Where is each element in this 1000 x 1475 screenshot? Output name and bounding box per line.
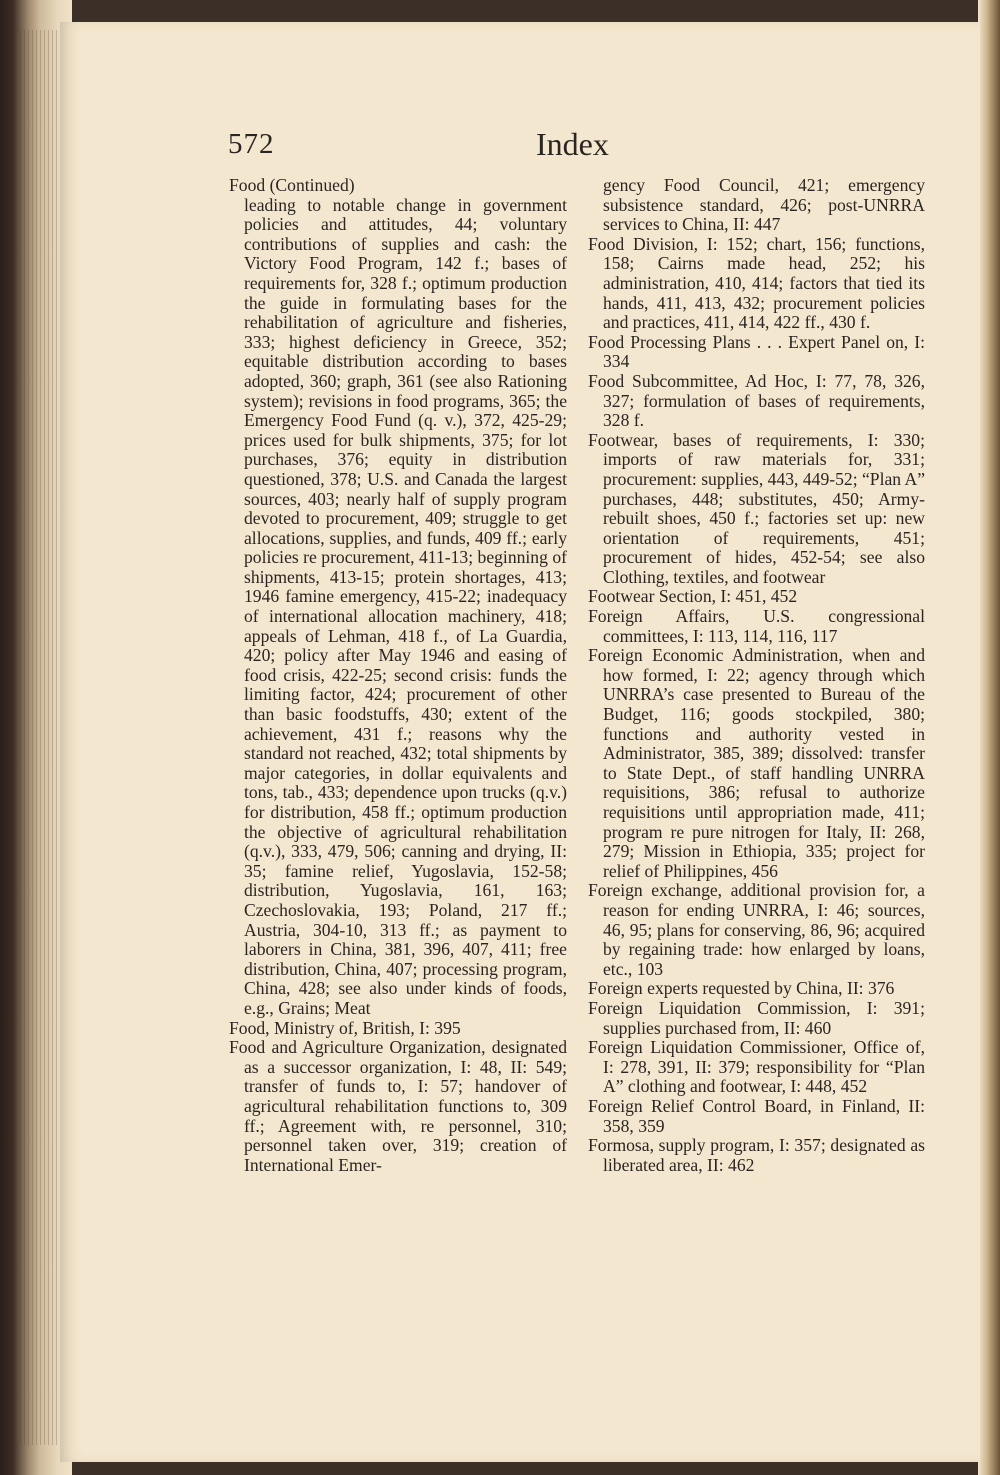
index-entry: Foreign experts requested by China, II: 376 bbox=[588, 978, 895, 999]
index-heading: Food (Continued) bbox=[229, 175, 355, 195]
book-right-edge bbox=[978, 0, 1000, 1475]
index-entry: Food, Ministry of, British, I: 395 bbox=[229, 1017, 461, 1038]
index-entry: Foreign Liquidation Commissioner, Office of, I: 278, 391, II: 379; responsibility for “Plan A” clothing and footwear, I: 448, 452 bbox=[588, 1037, 925, 1097]
page-title: Index bbox=[536, 126, 609, 162]
index-entry: Food Division, I: 152; chart, 156; functions, 158; Cairns made head, 252; his administration, 410, 414; factors that tied its hands, 411, 413, 432; procurement policies and practices, 411, 414, 422 ff., 430 f. bbox=[588, 233, 925, 333]
index-entry: Food and Agriculture Organization, designated as a successor organization, I: 48, II: 549; transfer of funds to, I: 57; handover of agricultural rehabilitation functions to, 309 ff.; Agreement with, re personnel, 310; personnel taken over, 319; creation of International Emer- bbox=[229, 1037, 567, 1175]
index-entry: Footwear, bases of requirements, I: 330; imports of raw materials for, 331; procurement: supplies, 443, 449-52; “Plan A” purchases, 448; substitutes, 450; Army-rebuilt shoes, 450 f.; factories set up: new orientation of requirements, 451; procurement of hides, 452-54; see also Clothing, textiles, and footwear bbox=[588, 429, 926, 587]
index-column-left bbox=[229, 176, 567, 1175]
index-entry: Footwear Section, I: 451, 452 bbox=[588, 586, 798, 607]
index-entry: Foreign exchange, additional provision for, a reason for ending UNRRA, I: 46; sources, 46, 95; plans for conserving, 86, 96; acquired by regaining trade: how enlarged by loans, etc., 103 bbox=[588, 880, 925, 979]
index-entry: Foreign Affairs, U.S. congressional committees, I: 113, 114, 116, 117 bbox=[588, 606, 925, 646]
index-entry: Food Processing Plans . . . Expert Panel on, I: 334 bbox=[588, 331, 925, 372]
index-entry: Formosa, supply program, I: 357; designated as liberated area, II: 462 bbox=[588, 1135, 925, 1175]
page-number: 572 bbox=[228, 128, 275, 160]
index-column-right bbox=[588, 176, 925, 1175]
index-entry: Food Subcommittee, Ad Hoc, I: 77, 78, 326, 327; formulation of bases of requirements, 328 f. bbox=[588, 370, 925, 431]
index-entry: Foreign Relief Control Board, in Finland, II: 358, 359 bbox=[588, 1095, 925, 1136]
index-entry: Foreign Economic Administration, when and how formed, I: 22; agency through which UNRRA’s case presented to Bureau of the Budget, 116; goods stockpiled, 380; functions and authority vested in Administrator, 385, 389; dissolved: transfer to State Dept., of staff handling UNRRA requisitions, 386; refusal to authorize requisitions until appropriation made, 411; program re pure nitrogen for Italy, II: 268, 279; Mission in Ethiopia, 335; project for relief of Philippines, 456 bbox=[588, 645, 925, 881]
index-entry: leading to notable change in government policies and attitudes, 44; voluntary contributions of supplies and cash: the Victory Food Program, 142 f.; bases of requirements for, 328 f.; optimum production the guide in formulating bases for the rehabilitation of agriculture and fisheries, 333; highest deficiency in Greece, 352; equitable distribution according to bases adopted, 360; graph, 361 (see also Rationing system); revisions in food programs, 365; the Emergency Food Fund (q. v.), 372, 425-29; prices used for bulk shipments, 375; for lot purchases, 376; equity in distribution questioned, 378; U.S. and Canada the largest sources, 403; nearly half of supply program devoted to procurement, 409; struggle to get allocations, supplies, and funds, 409 ff.; early policies re procurement, 411-13; beginning of shipments, 413-15; protein shortages, 413; 1946 famine emergency, 415-22; inadequacy of international allocation machinery, 418; appeals of Lehman, 418 f., of La Guardia, 420; policy after May 1946 and easing of food crisis, 422-25; second crisis: funds the limiting factor, 424; procurement of other than basic foodstuffs, 430; extent of the achievement, 431 f.; reasons why the standard not reached, 432; total shipments by major categories, in dollar equivalents and tons, tab., 433; dependence upon trucks (q.v.) for distribution, 458 ff.; optimum production the objective of agricultural rehabilitation (q.v.), 333, 479, 506; canning and drying, II: 35; famine relief, Yugoslavia, 152-58; distribution, Yugoslavia, 161, 163; Czechoslovakia, 193; Poland, 217 ff.; Austria, 304-10, 313 ff.; as payment to laborers in China, 381, 396, 407, 411; free distribution, China, 407; processing program, China, 428; see also under kinds of foods, e.g., Grains; Meat bbox=[244, 194, 567, 1018]
index-entry: gency Food Council, 421; emergency subsistence standard, 426; post-UNRRA services to China, II: 447 bbox=[603, 175, 925, 235]
index-entry: Foreign Liquidation Commission, I: 391; supplies purchased from, II: 460 bbox=[588, 997, 925, 1038]
